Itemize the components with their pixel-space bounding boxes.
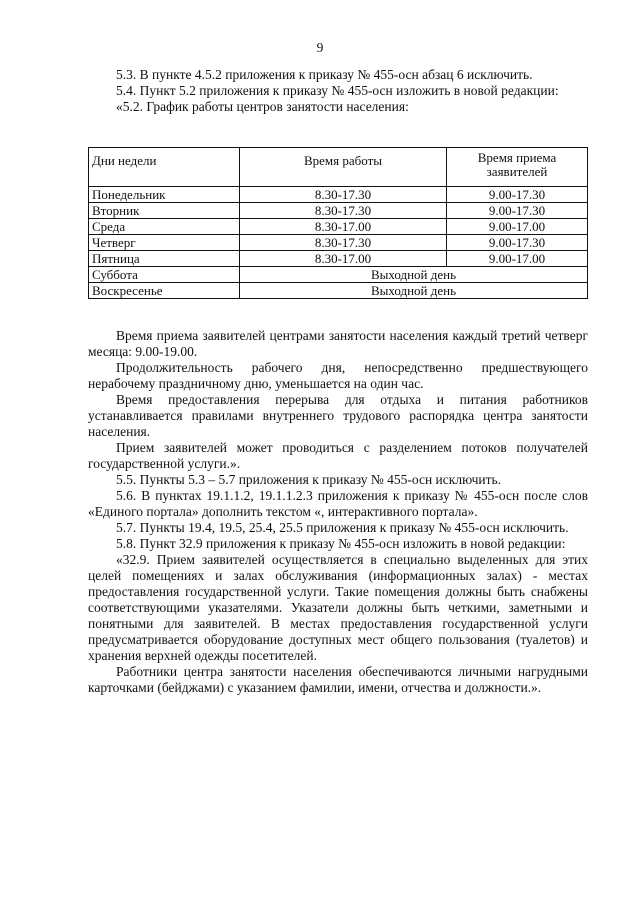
page-number: 9	[316, 40, 324, 55]
day-cell: Понедельник	[89, 187, 240, 203]
reception-time-cell: 9.00-17.30	[447, 235, 588, 251]
paragraph-5-3: 5.3. В пункте 4.5.2 приложения к приказу № 455-осн абзац 6 исключить.	[116, 67, 533, 82]
paragraph-badges: Работники центра занятости населения обеспечиваются личными нагрудными карточками (бейджами) с указанием фамилии, имени, отчества и должности.».	[88, 664, 588, 695]
table-row	[89, 235, 588, 251]
day-cell: Среда	[89, 219, 240, 235]
header-work-time: Время работы	[240, 148, 447, 187]
paragraph-5-5: 5.5. Пункты 5.3 – 5.7 приложения к приказу № 455-осн исключить.	[116, 472, 502, 487]
day-cell: Воскресенье	[89, 283, 240, 299]
paragraph-5-6: 5.6. В пунктах 19.1.1.2, 19.1.1.2.3 приложения к приказу № 455-осн после слов «Единого портала» дополнить текстом «, интерактивного портала».	[88, 488, 588, 519]
header-days: Дни недели	[89, 148, 240, 187]
table-row	[89, 203, 588, 219]
body-block	[88, 328, 588, 696]
paragraph-5-2-heading: «5.2. График работы центров занятости населения:	[116, 99, 409, 114]
work-time-cell: 8.30-17.00	[240, 219, 447, 235]
reception-time-cell: 9.00-17.30	[447, 187, 588, 203]
work-time-cell: 8.30-17.30	[240, 203, 447, 219]
table-header-row	[89, 148, 588, 187]
day-off-cell: Выходной день	[240, 283, 588, 299]
day-cell: Суббота	[89, 267, 240, 283]
day-cell: Четверг	[89, 235, 240, 251]
paragraph-reception-thursday: Время приема заявителей центрами занятости населения каждый третий четверг месяца: 9.00-19.00.	[88, 328, 588, 359]
paragraph-flow-separation: Прием заявителей может проводиться с разделением потоков получателей государственной услуги.».	[88, 440, 588, 471]
paragraph-32-9: «32.9. Прием заявителей осуществляется в специально выделенных для этих целей помещениях и залах обслуживания (информационных залах) - местах предоставления государственной услуги. Такие помещения должны быть снабжены соответствующими указателями. Указатели должны быть четкими, заметными и понятными для заявителей. В местах предоставления государственной услуги предусматривается оборудование доступных мест общего пользования (туалетов) и хранения верхней одежды посетителей.	[88, 552, 588, 663]
day-cell: Вторник	[89, 203, 240, 219]
table-row	[89, 187, 588, 203]
reception-time-cell: 9.00-17.00	[447, 251, 588, 267]
table-row	[89, 283, 588, 299]
work-time-cell: 8.30-17.30	[240, 235, 447, 251]
day-cell: Пятница	[89, 251, 240, 267]
work-time-cell: 8.30-17.30	[240, 187, 447, 203]
paragraph-5-7: 5.7. Пункты 19.4, 19.5, 25.4, 25.5 приложения к приказу № 455-осн исключить.	[116, 520, 569, 535]
paragraph-break-time: Время предоставления перерыва для отдыха и питания работников устанавливается правилами внутреннего трудового распорядка центра занятости населения.	[88, 392, 588, 439]
table-row	[89, 267, 588, 283]
schedule-table	[88, 147, 588, 299]
paragraph-5-8: 5.8. Пункт 32.9 приложения к приказу № 455-осн изложить в новой редакции:	[116, 536, 566, 551]
paragraph-pre-holiday: Продолжительность рабочего дня, непосредственно предшествующего нерабочему праздничному дню, уменьшается на один час.	[88, 360, 588, 391]
paragraph-5-4: 5.4. Пункт 5.2 приложения к приказу № 455-осн изложить в новой редакции:	[116, 83, 559, 98]
table-row	[89, 251, 588, 267]
day-off-cell: Выходной день	[240, 267, 588, 283]
work-time-cell: 8.30-17.00	[240, 251, 447, 267]
table-row	[89, 219, 588, 235]
header-reception-time: Время приема заявителей	[447, 148, 588, 187]
reception-time-cell: 9.00-17.00	[447, 219, 588, 235]
reception-time-cell: 9.00-17.30	[447, 203, 588, 219]
intro-block	[88, 67, 588, 115]
